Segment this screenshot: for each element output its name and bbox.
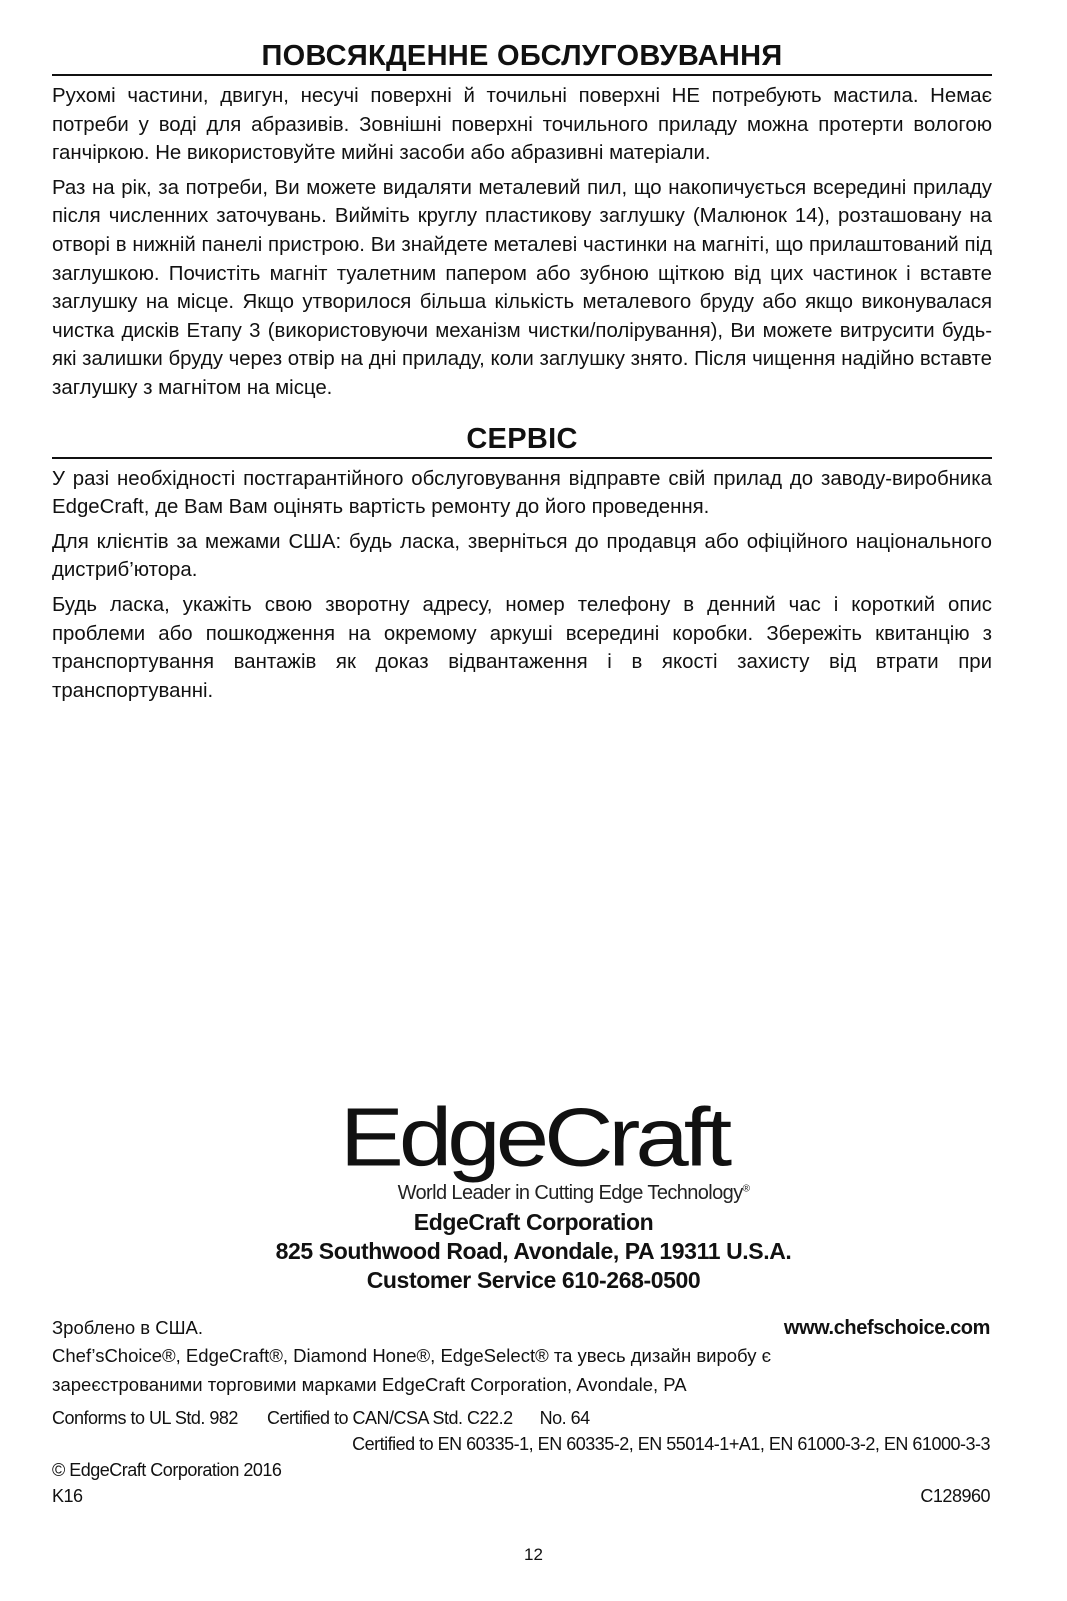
csa-number: No. 64	[539, 1408, 590, 1428]
company-info	[0, 1208, 1067, 1295]
code-right: C128960	[920, 1486, 990, 1506]
copyright: © EdgeCraft Corporation 2016	[52, 1460, 282, 1480]
service-paragraph-2: Для клієнтів за межами США: будь ласка, зверніться до продавця або офіційного національного дистриб’ютора.	[52, 530, 992, 582]
maintenance-paragraph-2: Раз на рік, за потреби, Ви можете видаляти металевий пил, що накопичується всередині приладу після численних заточувань. Вийміть круглу пластикову заглушку (Малюнок 14), розташовану на отворі в нижній панелі пристрою. Ви знайдете металеві частинки на магніті, що прилаштований під заглушкою. Почистіть магніт туалетним папером або зубною щіткою від цих частинок і вставте заглушку на місце. Якщо утворилося більша кількість металевого бруду або якщо виконувалася чистка дисків Етапу 3 (використовуючи механізм чистки/полірування), Ви можете витрусити будь-які залишки бруду через отвір на дні приладу, коли заглушку знято. Після чищення надійно вставте заглушку з магнітом на місце.	[52, 176, 992, 399]
code-left: K16	[52, 1486, 83, 1506]
registered-mark: ®	[742, 1183, 750, 1195]
made-in-usa: Зроблено в США.	[52, 1317, 204, 1338]
company-name: EdgeCraft Corporation	[413, 1209, 654, 1235]
company-address: 825 Southwood Road, Avondale, PA 19311 U.S.A.	[275, 1238, 792, 1264]
en-certification: Certified to EN 60335-1, EN 60335-2, EN 55014-1+A1, EN 61000-3-2, EN 61000-3-3	[352, 1434, 990, 1454]
certification-row	[52, 1405, 990, 1431]
csa-certification: Certified to CAN/CSA Std. C22.2	[266, 1408, 513, 1428]
trademarks-line-1: Chef’sChoice®, EdgeCraft®, Diamond Hone®, EdgeSelect® та увесь дизайн виробу є	[52, 1345, 772, 1366]
logo-tagline	[398, 1182, 750, 1205]
service-paragraph-1: У разі необхідності постгарантійного обслуговування відправте свій прилад до заводу-виробника EdgeCraft, де Вам Вам оцінять вартість ремонту до його проведення.	[52, 467, 992, 519]
ul-conformance: Conforms to UL Std. 982	[52, 1408, 238, 1428]
footer-row-made-in	[52, 1315, 990, 1341]
logo-tagline-text: World Leader in Cutting Edge Technology	[397, 1182, 743, 1204]
section-title-service: СЕРВІС	[52, 421, 992, 459]
page-number: 12	[524, 1545, 543, 1564]
section-title-maintenance: ПОВСЯКДЕННЕ ОБСЛУГОВУВАННЯ	[52, 38, 992, 76]
footer-codes	[52, 1483, 990, 1509]
customer-service: Customer Service 610-268-0500	[366, 1267, 701, 1293]
edgecraft-logo	[0, 1090, 1067, 1205]
maintenance-paragraph-1: Рухомі частини, двигун, несучі поверхні й точильні поверхні НЕ потребують мастила. Немає потреби у воді для абразивів. Зовнішні поверхні точильного приладу можна протерти вологою ганчіркою. Не використовуйте мийні засоби або абразивні матеріали.	[52, 85, 992, 165]
logo-wordmark: EdgeCraft	[339, 1091, 728, 1184]
service-paragraph-3: Будь ласка, укажіть свою зворотну адресу, номер телефону в денний час і короткий опис проблеми або пошкодження на окремому аркуші всередині коробки. Збережіть квитанцію з транспортування вантажів як доказ відвантаження і в якості захисту від втрати при транспортуванні.	[52, 593, 992, 702]
document-body	[52, 38, 992, 711]
trademarks-line-2: зареєстрованими торговими марками EdgeCraft Corporation, Avondale, PA	[52, 1374, 687, 1395]
website-link[interactable]: www.chefschoice.com	[783, 1317, 990, 1339]
